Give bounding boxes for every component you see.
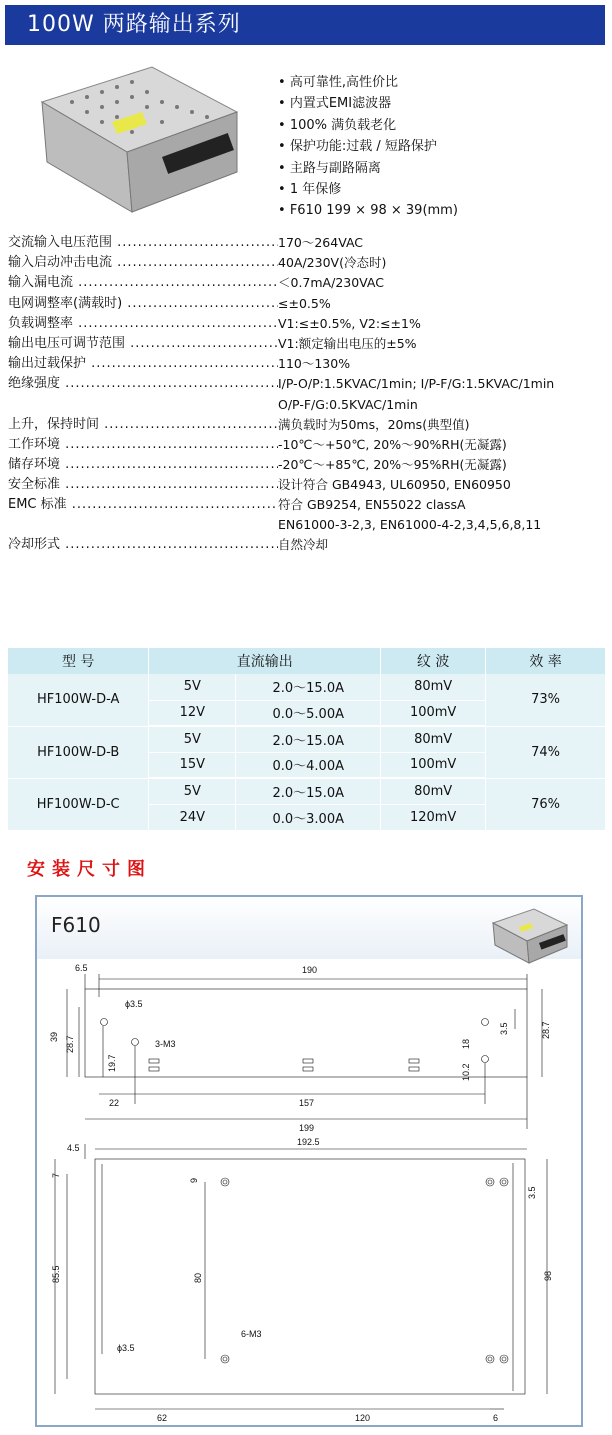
top-view-outline	[95, 1159, 525, 1394]
dim-label: 7	[51, 1172, 61, 1178]
spec-label: 电网调整率(满载时) .....	[8, 294, 278, 314]
ripple-cell: 100mV	[381, 752, 486, 778]
current-cell: 0.0～5.00A	[236, 700, 381, 726]
spec-row	[8, 273, 608, 293]
table-row	[8, 674, 606, 700]
spec-label: 输出过载保护 .....	[8, 354, 278, 374]
spec-value: 40A/230V(冷态时)	[278, 255, 387, 271]
ripple-cell: 80mV	[381, 674, 486, 700]
spec-label: 输出电压可调节范围 .....	[8, 334, 278, 354]
dim-label: 190	[302, 965, 318, 975]
ripple-cell: 80mV	[381, 726, 486, 752]
ripple-cell: 100mV	[381, 700, 486, 726]
spec-value-continued: EN61000-3-2,3, EN61000-4-2,3,4,5,6,8,11	[278, 517, 542, 533]
feature-item: • 内置式EMI滤波器	[278, 93, 458, 114]
model-table	[8, 648, 606, 831]
dimension-diagram	[37, 959, 581, 1425]
spec-value: 170～264VAC	[278, 235, 364, 250]
header-dc-output: 直流输出	[149, 648, 381, 674]
feature-item: • 主路与副路隔离	[278, 158, 458, 179]
spec-value: 符合 GB9254, EN55022 classA	[278, 497, 466, 513]
dim-label: 19.7	[107, 1054, 117, 1072]
spec-label: 工作环境 .....	[8, 435, 278, 455]
spec-label: 上升，保持时间 .....	[8, 415, 278, 435]
spec-row	[8, 374, 608, 394]
dim-label: 157	[299, 1098, 315, 1108]
install-dimensions-title: 安装尺寸图	[27, 859, 152, 880]
spec-row	[8, 354, 608, 374]
spec-value: -10℃～+50℃, 20%～90%RH(无凝露)	[278, 436, 507, 452]
efficiency-cell: 74%	[486, 726, 606, 778]
model-cell: HF100W-D-C	[8, 778, 149, 830]
header-model: 型 号	[8, 648, 149, 674]
dim-label: ϕ3.5	[125, 999, 143, 1009]
current-cell: 0.0～4.00A	[236, 752, 381, 778]
dim-label: ϕ3.5	[117, 1343, 135, 1353]
model-cell: HF100W-D-B	[8, 726, 149, 778]
dim-label: 10.2	[461, 1063, 471, 1081]
dimension-drawing	[35, 895, 583, 1427]
power-supply-image	[32, 62, 242, 222]
spec-row	[8, 435, 608, 455]
dim-label: 6-M3	[241, 1329, 262, 1339]
spec-label: 绝缘强度 .....	[8, 374, 278, 394]
spec-value-continued: O/P-F/G:0.5KVAC/1min	[278, 396, 418, 412]
efficiency-cell: 73%	[486, 674, 606, 726]
dim-label: 6.5	[75, 963, 88, 973]
power-supply-thumbnail	[489, 905, 569, 965]
mount-hole	[482, 1019, 489, 1026]
dim-label: 22	[109, 1098, 120, 1108]
page-title: 100W 两路输出系列	[5, 5, 605, 45]
spec-row	[8, 455, 608, 475]
spec-value: ＜0.7mA/230VAC	[278, 275, 384, 291]
feature-item: • 保护功能:过载 / 短路保护	[278, 136, 458, 157]
voltage-cell: 24V	[149, 804, 236, 830]
mount-hole	[132, 1039, 139, 1046]
drawing-model-label: F610	[51, 913, 101, 937]
spec-value: 满负载时为50ms，20ms(典型值)	[278, 416, 470, 432]
spec-label: EMC 标准 .....	[8, 495, 278, 515]
dim-label: 9	[189, 1177, 199, 1183]
feature-item: • 高可靠性,高性价比	[278, 72, 458, 93]
spec-value: ≤±0.5%	[278, 295, 331, 311]
spec-row	[8, 334, 608, 354]
spec-row	[8, 233, 608, 253]
spec-label: 冷却形式 .....	[8, 535, 278, 555]
dim-label: 120	[355, 1413, 371, 1423]
spec-label: 输入启动冲击电流 .....	[8, 253, 278, 273]
feature-item: • F610 199 × 98 × 39(mm)	[278, 200, 458, 221]
spec-row	[8, 475, 608, 495]
spec-row	[8, 535, 608, 555]
dim-label: 6	[493, 1413, 499, 1423]
spec-row	[8, 415, 608, 435]
table-row	[8, 726, 606, 752]
current-cell: 2.0～15.0A	[236, 674, 381, 700]
spec-row	[8, 314, 608, 334]
header-efficiency: 效 率	[486, 648, 606, 674]
spec-table	[8, 233, 608, 556]
spec-row	[8, 294, 608, 314]
header-ripple: 纹 波	[381, 648, 486, 674]
voltage-cell: 12V	[149, 700, 236, 726]
spec-label: 负载调整率 .....	[8, 314, 278, 334]
table-row	[8, 778, 606, 804]
dim-label: 28.7	[65, 1035, 75, 1053]
dim-label: 4.5	[67, 1143, 80, 1153]
voltage-cell: 15V	[149, 752, 236, 778]
dim-label: 39	[49, 1031, 59, 1042]
spec-value: I/P-O/P:1.5KVAC/1min; I/P-F/G:1.5KVAC/1min	[278, 376, 555, 392]
dim-label: 3.5	[499, 1022, 509, 1035]
current-cell: 2.0～15.0A	[236, 778, 381, 804]
spec-value: 自然冷却	[278, 537, 329, 553]
spec-value: V1:≤±0.5%, V2:≤±1%	[278, 315, 421, 331]
dim-label: 18	[461, 1038, 471, 1049]
dim-label: 3.5	[527, 1186, 537, 1199]
mount-hole	[101, 1019, 108, 1026]
dim-label: 62	[157, 1413, 168, 1423]
dim-label: 80	[193, 1272, 203, 1283]
spec-value: 设计符合 GB4943, UL60950, EN60950	[278, 477, 511, 493]
spec-label: 输入漏电流 .....	[8, 273, 278, 293]
current-cell: 2.0～15.0A	[236, 726, 381, 752]
mount-hole	[482, 1056, 489, 1063]
ripple-cell: 80mV	[381, 778, 486, 804]
spec-label: 交流输入电压范围 .....	[8, 233, 278, 253]
voltage-cell: 5V	[149, 778, 236, 804]
dim-label: 3-M3	[155, 1039, 176, 1049]
spec-value: -20℃～+85℃, 20%～95%RH(无凝露)	[278, 456, 507, 472]
voltage-cell: 5V	[149, 726, 236, 752]
spec-value: V1:额定输出电压的±5%	[278, 335, 417, 351]
current-cell: 0.0～3.00A	[236, 804, 381, 830]
spec-value: 110～130%	[278, 356, 351, 372]
efficiency-cell: 76%	[486, 778, 606, 830]
dim-label: 199	[299, 1123, 315, 1133]
feature-item: • 100% 满负载老化	[278, 115, 458, 136]
dim-label: 28.7	[541, 1021, 551, 1039]
feature-list	[278, 72, 458, 222]
spec-label: 安全标准 .....	[8, 475, 278, 495]
spec-label: 储存环境 .....	[8, 455, 278, 475]
spec-row	[8, 495, 608, 515]
model-cell: HF100W-D-A	[8, 674, 149, 726]
ripple-cell: 120mV	[381, 804, 486, 830]
dim-label: 192.5	[297, 1137, 320, 1147]
feature-item: • 1 年保修	[278, 179, 458, 200]
voltage-cell: 5V	[149, 674, 236, 700]
drawing-header	[37, 897, 581, 959]
spec-row	[8, 253, 608, 273]
dim-label: 98	[543, 1270, 553, 1281]
dim-label: 85.5	[51, 1265, 61, 1283]
